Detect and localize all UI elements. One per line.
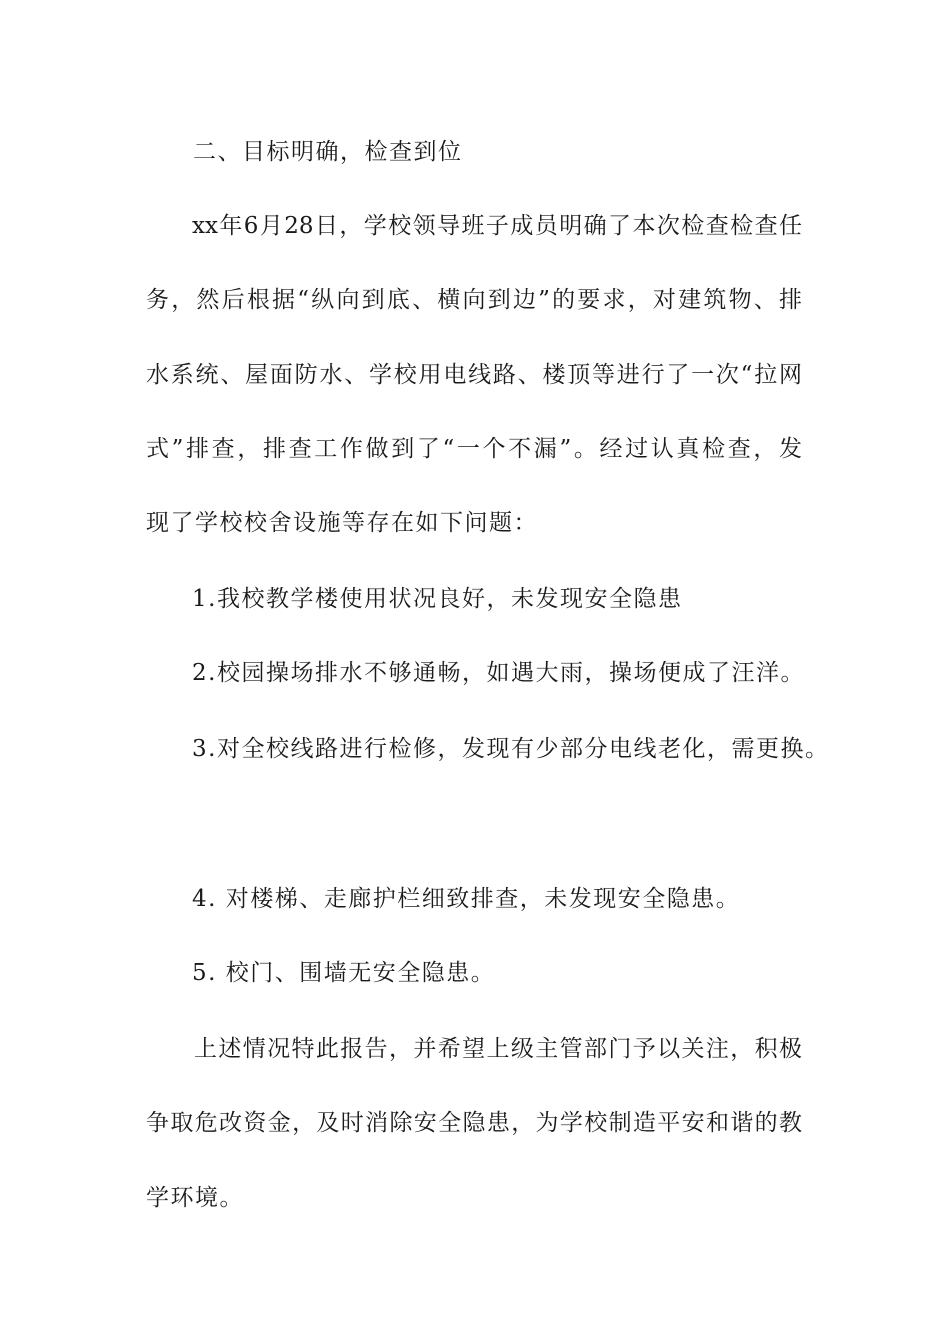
paragraph-2-line-1: 上述情况特此报告，并希望上级主管部门予以关注，积极 bbox=[194, 1036, 802, 1062]
list-item-1: 1.我校教学楼使用状况良好，未发现安全隐患 bbox=[192, 586, 683, 612]
list-item-3: 3.对全校线路进行检修，发现有少部分电线老化，需更换。 bbox=[192, 736, 830, 762]
list-item-2: 2.校园操场排水不够通畅，如遇大雨，操场便成了汪洋。 bbox=[192, 660, 805, 686]
list-item-4: 4. 对楼梯、走廊护栏细致排查，未发现安全隐患。 bbox=[192, 886, 741, 912]
paragraph-1-line-1: xx年6月28日，学校领导班子成员明确了本次检查检查任 bbox=[192, 213, 802, 239]
paragraph-1-line-5: 现了学校校舍设施等存在如下问题： bbox=[146, 510, 538, 536]
paragraph-1-line-2: 务，然后根据“纵向到底、横向到边”的要求，对建筑物、排 bbox=[146, 287, 802, 313]
paragraph-1-line-4: 式”排查，排查工作做到了“一个不漏”。经过认真检查，发 bbox=[146, 436, 802, 462]
paragraph-2-line-2: 争取危改资金，及时消除安全隐患，为学校制造平安和谐的教 bbox=[146, 1110, 802, 1136]
list-item-5: 5. 校门、围墙无安全隐患。 bbox=[192, 960, 496, 986]
paragraph-1-line-3: 水系统、屋面防水、学校用电线路、楼顶等进行了一次“拉网 bbox=[146, 362, 802, 388]
paragraph-2-line-3: 学环境。 bbox=[146, 1185, 244, 1211]
section-heading: 二、目标明确，检查到位 bbox=[193, 139, 463, 165]
